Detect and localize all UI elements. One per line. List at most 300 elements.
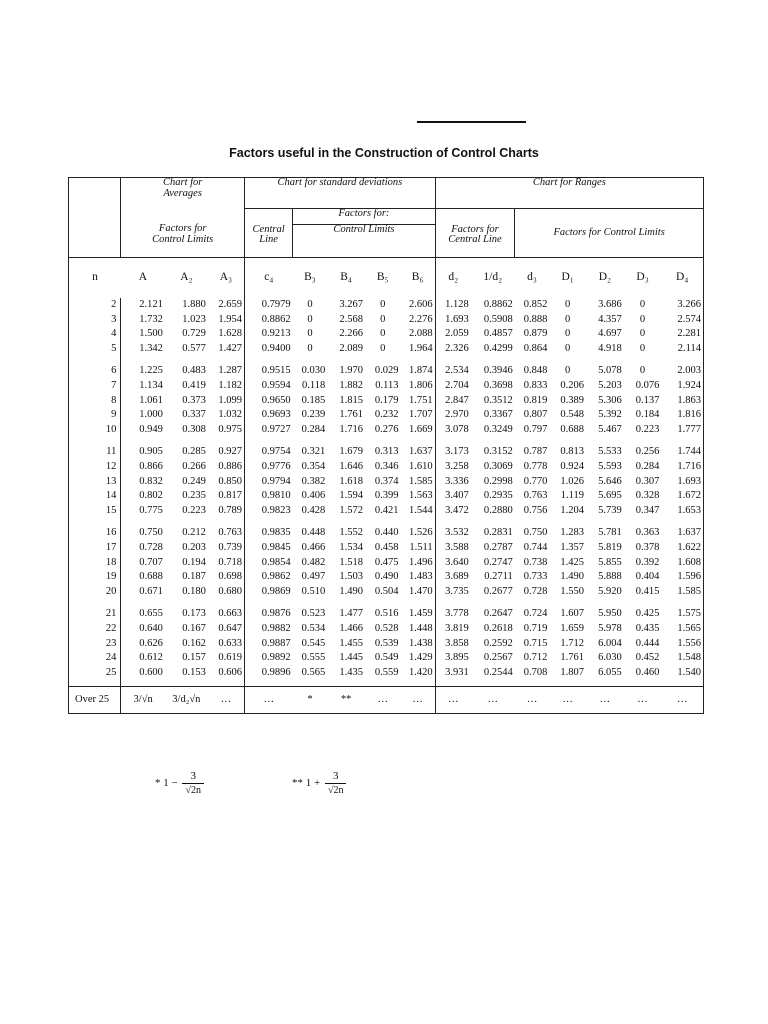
cell-A2: 0.235	[182, 490, 206, 502]
cell-d2: 3.472	[445, 504, 469, 516]
cell-D1: 0.206	[560, 380, 584, 392]
cell-A2: 0.577	[182, 342, 206, 354]
cell-c4: 0.9896	[261, 666, 291, 678]
table-row	[69, 342, 704, 357]
cell-A: 0.905	[139, 446, 163, 458]
cell-n: 18	[69, 556, 121, 571]
spacer-cell	[365, 599, 401, 607]
cell-d2: 2.534	[445, 365, 469, 377]
cell-D3: 0	[639, 365, 646, 377]
cell-B4: 1.466	[339, 622, 363, 634]
cell-d2: 1.128	[445, 299, 469, 311]
cell-D4: 1.653	[677, 504, 701, 516]
spacer-cell	[365, 518, 401, 526]
cell-B3: 0.545	[301, 637, 326, 649]
cell-B6: …	[401, 687, 436, 714]
cell-D4: 1.863	[677, 394, 701, 406]
cell-n: 16	[69, 526, 121, 541]
cell-B5: 0.528	[374, 622, 399, 634]
cell-inv-d2: …	[471, 687, 515, 714]
cell-D3: 0.076	[635, 380, 660, 392]
footnote-double-star	[292, 770, 346, 797]
cell-n: 17	[69, 541, 121, 556]
cell-c4: 0.9823	[261, 504, 291, 516]
cell-c4: 0.9845	[261, 541, 291, 553]
cell-d2: 3.689	[445, 571, 469, 583]
cell-D3: 0.460	[635, 666, 660, 678]
cell-A: 0.655	[139, 608, 163, 620]
range-central-header	[435, 209, 515, 258]
spacer-cell	[515, 518, 550, 526]
cell-B4: 1.552	[339, 527, 363, 539]
cell-inv-d2: 0.2592	[483, 637, 513, 649]
symbol-D2: D₂	[598, 271, 612, 284]
spacer-cell	[327, 437, 365, 445]
cell-B3: 0.030	[301, 365, 326, 377]
cell-D3: 0.415	[635, 585, 660, 597]
cell-inv-d2: 0.2711	[484, 571, 513, 583]
cell-A2: 0.249	[182, 475, 206, 487]
spacer-cell	[121, 437, 165, 445]
cell-A: 0.626	[139, 637, 163, 649]
spacer-cell	[471, 599, 515, 607]
cell-d2: 3.588	[445, 541, 469, 553]
cell-A3: 1.032	[208, 408, 245, 423]
cell-D1: 0	[565, 328, 571, 340]
symbol-D4: D₄	[676, 271, 689, 284]
central-line-line2: Line	[259, 234, 278, 245]
footnote-dstar-prefix: ** 1 +	[292, 777, 321, 790]
cell-B5: 0.113	[375, 380, 399, 392]
cell-A2: 0.162	[182, 637, 206, 649]
cell-A: 0.688	[139, 571, 163, 583]
cell-A2: 0.153	[182, 666, 206, 678]
cell-D3: 0.392	[635, 556, 660, 568]
spacer-cell	[69, 356, 121, 364]
cell-A2: 0.337	[182, 409, 206, 421]
cell-d2: 3.258	[445, 460, 469, 472]
cell-B4: 1.455	[339, 637, 363, 649]
spacer-cell	[661, 356, 703, 364]
cell-B5: 0.232	[374, 409, 399, 421]
table-row	[69, 556, 704, 571]
cell-c4: 0.9650	[261, 394, 291, 406]
cell-D1: 1.425	[560, 556, 584, 568]
cell-B6: 1.669	[401, 423, 436, 438]
cell-D4: 1.816	[677, 409, 701, 421]
cell-d2: 2.970	[445, 409, 469, 421]
cell-D1: 0.548	[560, 409, 584, 421]
cell-n: 5	[69, 342, 121, 357]
table-row	[69, 526, 704, 541]
control-chart-factors-table	[68, 177, 704, 714]
cell-d2: 3.173	[445, 446, 469, 458]
cell-B3: *	[293, 687, 328, 714]
cell-D1: 0.924	[560, 460, 584, 472]
spacer-cell	[435, 437, 471, 445]
cell-B6: 1.429	[401, 651, 436, 666]
cell-A3: 0.789	[208, 504, 245, 519]
cell-A3: 0.975	[208, 423, 245, 438]
cell-d3: 0.756	[523, 504, 548, 516]
cell-B4: 1.534	[339, 541, 363, 553]
cell-D1: 1.026	[560, 475, 584, 487]
cell-D1: 0	[565, 365, 571, 377]
cell-A3: 1.182	[208, 379, 245, 394]
cell-d3: 0.750	[523, 527, 548, 539]
cell-n: 14	[69, 489, 121, 504]
symbol-B6: B₆	[401, 258, 436, 299]
cell-d3: 0.728	[523, 585, 548, 597]
cell-D1: 0	[565, 313, 571, 325]
spacer-cell	[471, 518, 515, 526]
cell-D3: 0.378	[635, 541, 660, 553]
cell-D4: 1.575	[677, 608, 701, 620]
cell-A: 0.832	[139, 475, 163, 487]
cell-A3: 2.659	[208, 298, 245, 313]
cell-D3: 0.256	[635, 446, 660, 458]
cell-inv-d2: 0.3069	[483, 460, 513, 472]
cell-A: 0.728	[139, 541, 163, 553]
cell-inv-d2: 0.8862	[483, 299, 513, 311]
cell-D2: 5.306	[598, 394, 622, 406]
n-header-cell	[69, 178, 121, 258]
cell-D1: 1.761	[560, 652, 584, 664]
cell-A: 0.600	[139, 666, 163, 678]
cell-d2: 2.704	[445, 380, 469, 392]
cell-B4: **	[327, 687, 365, 714]
cell-A2: 0.729	[182, 328, 206, 340]
cell-D1: 1.712	[560, 637, 584, 649]
cell-B6: 1.964	[401, 342, 436, 357]
cell-D1: 1.357	[560, 541, 584, 553]
spacer-cell	[69, 518, 121, 526]
cell-d3: 0.852	[523, 299, 548, 311]
cell-B3: 0.185	[301, 394, 326, 406]
cell-A3: 1.628	[208, 327, 245, 342]
cell-A2: 0.419	[182, 380, 206, 392]
spacer-cell	[401, 356, 436, 364]
cell-A3: 0.927	[208, 445, 245, 460]
cell-D4: 1.637	[677, 527, 701, 539]
spacer-cell	[661, 599, 703, 607]
symbol-inv-d2: 1/d₂	[483, 271, 503, 284]
cell-B3: 0	[307, 299, 313, 311]
cell-B3: 0.239	[301, 409, 326, 421]
cell-c4: 0.9869	[261, 585, 291, 597]
cell-A: 1.134	[139, 380, 163, 392]
cell-B4: 1.882	[339, 380, 363, 392]
cell-B6: 1.459	[401, 607, 436, 622]
cell-n: 15	[69, 504, 121, 519]
cell-c4: 0.7979	[261, 299, 291, 311]
cell-A2: 0.483	[182, 365, 206, 377]
spacer-cell	[244, 356, 292, 364]
cell-A: 0.640	[139, 622, 163, 634]
spacer-cell	[586, 437, 624, 445]
range-central-line2: Central Line	[448, 234, 502, 245]
cell-d3: 0.879	[523, 328, 548, 340]
cell-B6: 1.585	[401, 475, 436, 490]
cell-d3: 0.733	[523, 571, 548, 583]
symbol-D3: D₃	[636, 271, 649, 284]
cell-A3: 0.619	[208, 651, 245, 666]
cell-B3: 0.428	[301, 504, 326, 516]
cell-D4: 1.596	[677, 571, 701, 583]
table-row	[69, 327, 704, 342]
symbol-d3: d₃	[527, 271, 537, 284]
spacer-row	[69, 356, 704, 364]
cell-D3: 0.223	[635, 423, 660, 435]
symbol-A3: A₃	[208, 258, 245, 299]
cell-d2: …	[435, 687, 471, 714]
cell-d3: 0.744	[523, 541, 548, 553]
cell-B3: 0	[307, 313, 313, 325]
cell-A: 0.802	[139, 490, 163, 502]
cell-D4: 2.574	[677, 313, 701, 325]
cell-A2: 0.173	[182, 608, 206, 620]
cell-B3: 0	[307, 342, 313, 354]
std-header: Chart for standard deviations	[277, 177, 403, 188]
spacer-cell	[515, 437, 550, 445]
spacer-cell	[661, 518, 703, 526]
cell-d2: 2.326	[445, 342, 469, 354]
cell-B4: 1.477	[339, 608, 363, 620]
cell-D4: 1.716	[677, 460, 701, 472]
cell-inv-d2: 0.4857	[483, 328, 513, 340]
cell-d2: 3.858	[445, 637, 469, 649]
cell-A2: 0.308	[182, 423, 206, 435]
central-line-line1: Central	[252, 224, 285, 235]
cell-B6: 2.606	[401, 298, 436, 313]
footnote-star-num: 3	[190, 770, 196, 782]
cell-D2: 5.739	[598, 504, 622, 516]
spacer-row	[69, 518, 704, 526]
cell-B5: 0.549	[374, 652, 399, 664]
control-limits-label: Control Limits	[333, 224, 395, 235]
cell-B4: 1.445	[339, 652, 363, 664]
cell-D3: 0	[639, 299, 646, 311]
cell-n: 19	[69, 570, 121, 585]
table-row	[69, 504, 704, 519]
cell-inv-d2: 0.3946	[483, 365, 513, 377]
table-row	[69, 636, 704, 651]
cell-n: 24	[69, 651, 121, 666]
spacer-cell	[365, 437, 401, 445]
ranges-header: Chart for Ranges	[532, 177, 606, 188]
spacer-cell	[121, 356, 165, 364]
spacer-cell	[327, 518, 365, 526]
spacer-cell	[293, 437, 328, 445]
cell-B4: 1.518	[339, 556, 363, 568]
table-row	[69, 445, 704, 460]
cell-B3: 0.448	[301, 527, 326, 539]
cell-A: 0.949	[139, 423, 163, 435]
cell-A3: 0.606	[208, 666, 245, 681]
cell-A: 0.671	[139, 585, 163, 597]
spacer-cell	[244, 437, 292, 445]
spacer-cell	[165, 599, 208, 607]
cell-d3: 0.797	[523, 423, 548, 435]
cell-n: 23	[69, 636, 121, 651]
cell-B3: 0.406	[301, 490, 326, 502]
cell-B5: 0.539	[374, 637, 399, 649]
spacer-cell	[121, 518, 165, 526]
cell-c4: 0.9727	[261, 423, 291, 435]
table-body	[69, 298, 704, 714]
cell-D3: …	[624, 687, 662, 714]
cell-D3: 0.328	[635, 490, 660, 502]
cell-inv-d2: 0.3249	[483, 423, 513, 435]
cell-B6: 1.544	[401, 504, 436, 519]
cell-n: 11	[69, 445, 121, 460]
table-row	[69, 651, 704, 666]
symbol-B5: B₅	[376, 271, 389, 284]
cell-D2: 5.978	[598, 622, 622, 634]
cell-D2: 4.697	[598, 328, 622, 340]
spacer-cell	[515, 599, 550, 607]
cell-B4: 1.490	[339, 585, 363, 597]
spacer-cell	[586, 518, 624, 526]
cell-A: 0.750	[139, 527, 163, 539]
cell-c4: 0.9887	[261, 637, 291, 649]
cell-c4: 0.8862	[261, 313, 291, 325]
cell-B4: 1.761	[339, 409, 363, 421]
cell-D4: 1.744	[677, 446, 701, 458]
cell-A2: 0.203	[182, 541, 206, 553]
cell-D3: 0.184	[635, 409, 660, 421]
spacer-cell	[165, 518, 208, 526]
cell-B6: 1.806	[401, 379, 436, 394]
footnote-star-fraction	[182, 770, 204, 797]
cell-A3: 1.099	[208, 394, 245, 409]
cell-B3: 0.354	[301, 460, 326, 472]
cell-inv-d2: 0.2544	[483, 666, 513, 678]
cell-A2: 0.223	[182, 504, 206, 516]
cell-B3: 0.534	[301, 622, 326, 634]
footnote-star-den: √2n	[182, 783, 204, 797]
symbol-d2: d₂	[448, 271, 459, 284]
cell-n: 7	[69, 379, 121, 394]
cell-B6: 1.438	[401, 636, 436, 651]
spacer-cell	[549, 356, 586, 364]
table-row	[69, 460, 704, 475]
cell-B3: 0	[307, 328, 313, 340]
cell-inv-d2: 0.2618	[483, 622, 513, 634]
cell-B5: 0	[380, 342, 386, 354]
cell-A3: 1.287	[208, 364, 245, 379]
cell-A: 1.225	[139, 365, 163, 377]
cell-D2: 6.004	[598, 637, 622, 649]
spacer-cell	[401, 599, 436, 607]
cell-B5: 0.458	[374, 541, 399, 553]
spacer-cell	[515, 356, 550, 364]
symbol-B4: B₄	[340, 271, 352, 284]
cell-B4: 1.679	[339, 446, 363, 458]
cell-B4: 1.646	[339, 460, 363, 472]
cell-B3: 0.321	[301, 446, 326, 458]
cell-A: 0.775	[139, 504, 163, 516]
cell-D3: 0	[639, 328, 646, 340]
cell-D4: 1.924	[677, 380, 701, 392]
cell-n: 21	[69, 607, 121, 622]
avg-factors-line2: Control Limits	[152, 233, 214, 245]
cell-A: 1.000	[139, 409, 163, 421]
cell-A2: 0.180	[182, 585, 206, 597]
spacer-cell	[327, 356, 365, 364]
footnote-dstar-fraction	[325, 770, 347, 797]
cell-d3: 0.724	[523, 608, 548, 620]
cell-c4: 0.9862	[261, 571, 291, 583]
cell-inv-d2: 0.3698	[483, 380, 513, 392]
spacer-row	[69, 599, 704, 607]
cell-D4: 1.622	[677, 541, 701, 553]
cell-inv-d2: 0.2747	[483, 556, 513, 568]
footnote-star-prefix: * 1 −	[155, 777, 178, 790]
table-row	[69, 408, 704, 423]
over-25-row	[69, 687, 704, 714]
cell-n: Over 25	[69, 687, 121, 714]
cell-d2: 3.819	[445, 622, 469, 634]
cell-D3: 0.425	[635, 608, 660, 620]
cell-d3: 0.819	[523, 394, 548, 406]
cell-B5: 0.490	[374, 571, 399, 583]
spacer-cell	[69, 437, 121, 445]
cell-A: 1.500	[139, 328, 163, 340]
cell-A3: 0.718	[208, 556, 245, 571]
range-control-header	[515, 209, 704, 258]
cell-D2: 5.646	[598, 475, 622, 487]
cell-D2: 5.855	[598, 556, 622, 568]
cell-B5: 0.276	[374, 423, 399, 435]
cell-B6: 1.707	[401, 408, 436, 423]
cell-B4: 1.618	[339, 475, 363, 487]
cell-inv-d2: 0.2935	[483, 490, 513, 502]
cell-D2: 6.030	[598, 652, 622, 664]
cell-A3: 0.698	[208, 570, 245, 585]
cell-B3: 0.497	[301, 571, 326, 583]
cell-D1: 1.490	[560, 571, 584, 583]
cell-D4: 1.548	[677, 652, 701, 664]
std-blank	[244, 209, 292, 225]
cell-B3: 0.565	[301, 666, 326, 678]
cell-B6: 1.470	[401, 585, 436, 600]
cell-B5: 0	[380, 328, 386, 340]
cell-d2: 3.895	[445, 652, 469, 664]
cell-A3: 0.633	[208, 636, 245, 651]
cell-A2: 1.023	[182, 313, 206, 325]
table-row	[69, 475, 704, 490]
cell-D2: …	[586, 687, 624, 714]
spacer-cell	[549, 599, 586, 607]
cell-A2: 0.285	[182, 446, 206, 458]
cell-D2: 5.781	[598, 527, 622, 539]
cell-D1: …	[549, 687, 586, 714]
cell-A3: 0.647	[208, 622, 245, 637]
spacer-cell	[208, 437, 245, 445]
cell-c4: 0.9594	[261, 380, 291, 392]
cell-A3: 0.886	[208, 460, 245, 475]
cell-B5: 0.346	[374, 460, 399, 472]
cell-A2: 0.194	[182, 556, 206, 568]
ranges-chart-header	[435, 178, 703, 209]
table-row	[69, 423, 704, 438]
cell-A2: 0.212	[182, 527, 206, 539]
cell-B5: 0.313	[374, 446, 399, 458]
cell-B5: 0.440	[374, 527, 399, 539]
cell-D2: 6.055	[598, 666, 622, 678]
cell-n: 13	[69, 475, 121, 490]
